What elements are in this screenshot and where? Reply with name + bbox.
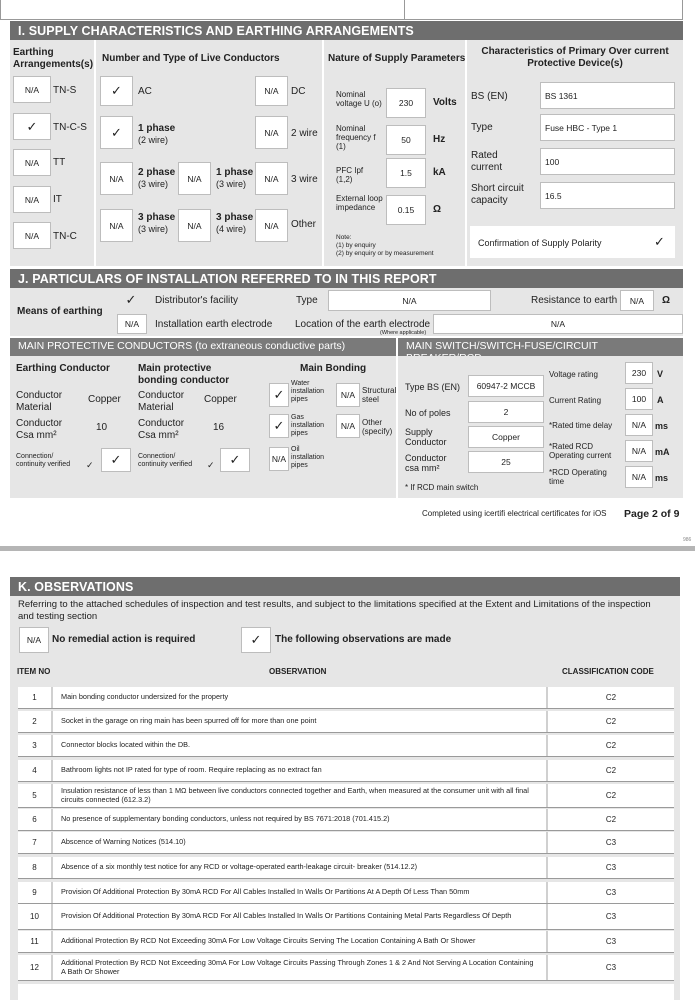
distributor-label: Distributor's facility <box>155 295 239 306</box>
observation-text: Provision Of Additional Protection By 30mA RCD For All Cables Installed In Walls Or Partitions Containing Metal Parts Regardless Of Depth <box>61 911 512 921</box>
three-phase-4w-sub: (4 wire) <box>216 224 247 234</box>
other-value[interactable]: N/A <box>255 209 288 242</box>
observation-row <box>18 857 674 879</box>
section-i-title: I. SUPPLY CHARACTERISTICS AND EARTHING ARRANGEMENTS <box>10 21 683 40</box>
poles-value[interactable]: 2 <box>468 401 544 423</box>
bond-material-value: Copper <box>204 394 237 405</box>
current-rating-label: Current Rating <box>549 396 602 405</box>
observation-text: No presence of supplementary bonding conductors, unless not required by BS 7671:2018 (701.415.2) <box>61 814 390 824</box>
csa-label: Conductor Csa mm² <box>16 418 63 441</box>
two-phase-value[interactable]: N/A <box>100 162 133 195</box>
pfc-value[interactable]: 1.5 <box>386 158 426 188</box>
observation-item-no: 7 <box>18 832 53 853</box>
other-bond-value[interactable]: N/A <box>336 414 360 438</box>
earthing-it-value[interactable]: N/A <box>13 186 51 213</box>
two-phase-sub: (3 wire) <box>138 179 169 189</box>
observation-code: C2 <box>546 711 674 732</box>
oil-value[interactable]: N/A <box>269 447 289 471</box>
earthing-conductor-heading: Earthing Conductor <box>16 363 110 374</box>
rated-current-value[interactable]: 100 <box>540 148 675 175</box>
bs-en-value[interactable]: BS 1361 <box>540 82 675 109</box>
observation-item-no: 3 <box>18 735 53 756</box>
resistance-value[interactable]: N/A <box>620 290 654 311</box>
short-circuit-value[interactable]: 16.5 <box>540 182 675 209</box>
nominal-voltage-value[interactable]: 230 <box>386 88 426 118</box>
earthing-tncs-label: TN-C-S <box>53 122 87 133</box>
observation-row <box>18 955 674 981</box>
top-strip-divider <box>404 0 405 20</box>
observation-item-no: 6 <box>18 809 53 830</box>
nominal-frequency-label: Nominal frequency f (1) <box>336 124 376 152</box>
observation-item-no: 12 <box>18 955 53 980</box>
voltage-rating-label: Voltage rating <box>549 370 598 379</box>
ac-label: AC <box>138 86 152 97</box>
observation-item-no: 10 <box>18 904 53 929</box>
three-phase-4w-value[interactable]: N/A <box>178 209 211 242</box>
observation-row <box>18 760 674 782</box>
observation-row <box>18 904 674 930</box>
conductor-material-label: Conductor Material <box>16 390 63 413</box>
distributor-value[interactable]: ✓ <box>125 292 137 307</box>
observation-text: Connector blocks located within the DB. <box>61 740 190 750</box>
three-wire-value[interactable]: N/A <box>255 162 288 195</box>
char-heading: Characteristics of Primary Over current Protective Device(s) <box>481 46 669 69</box>
observation-item-no: 9 <box>18 882 53 903</box>
observation-code: C3 <box>546 882 674 903</box>
observation-code: C3 <box>546 931 674 952</box>
one-phase-3w-value[interactable]: N/A <box>178 162 211 195</box>
three-phase-4w-label: 3 phase <box>216 212 254 223</box>
type-label: Type <box>471 122 493 133</box>
means-of-earthing-label: Means of earthing <box>17 306 103 317</box>
observation-row <box>18 687 674 709</box>
conductor-material-value: Copper <box>88 394 121 405</box>
observation-code: C3 <box>546 832 674 853</box>
rcd-time-value[interactable]: N/A <box>625 466 653 488</box>
observation-code: C2 <box>546 784 674 807</box>
observation-item-no: 4 <box>18 760 53 781</box>
no-remedial-label: No remedial action is required <box>52 634 196 645</box>
location-label: Location of the earth electrode <box>295 319 431 330</box>
type-bs-value[interactable]: 60947-2 MCCB <box>468 375 544 397</box>
dc-value[interactable]: N/A <box>255 76 288 106</box>
bond-continuity-tick-inline: ✓ <box>207 460 215 470</box>
observation-text: Provision Of Additional Protection By 30mA RCD For All Cables Installed In Walls Or Partitions At A Depth Of Less Than 50mm <box>61 887 470 897</box>
rated-current-label: Rated current <box>471 150 503 173</box>
observation-item-no: 8 <box>18 857 53 878</box>
supply-note: Note: (1) by enquiry (2) by enquiry or by measurement <box>336 234 434 257</box>
live-heading: Number and Type of Live Conductors <box>102 53 280 64</box>
mpbc-heading: Main protective bonding conductor <box>138 363 230 386</box>
conductor-csa-label: Conductor csa mm² <box>405 453 447 474</box>
page-number: Page 2 of 9 <box>624 508 680 520</box>
observation-code: C2 <box>546 760 674 781</box>
time-delay-label: *Rated time delay <box>549 421 613 430</box>
csa-value: 10 <box>96 422 108 433</box>
observation-item-no: 1 <box>18 687 53 708</box>
ac-value[interactable]: ✓ <box>100 76 133 106</box>
gas-label: Gas installation pipes <box>291 414 325 438</box>
top-strip <box>0 0 683 20</box>
col-item-no: ITEM NO <box>17 667 51 676</box>
earthing-tnc-value[interactable]: N/A <box>13 222 51 249</box>
earthing-tt-value[interactable]: N/A <box>13 149 51 176</box>
earthing-it-label: IT <box>53 194 62 205</box>
observation-text: Insulation resistance of less than 1 MΩ between live conductors connected together and Earth, when measured at the consumer unit with all final circuits connected (612.3.2) <box>61 785 529 804</box>
pfc-label: PFC Ipf (1,2) <box>336 166 364 185</box>
type-value[interactable]: Fuse HBC - Type 1 <box>540 114 675 141</box>
nominal-voltage-unit: Volts <box>433 97 457 108</box>
gas-value[interactable]: ✓ <box>269 414 289 438</box>
main-switch-title: MAIN SWITCH/SWITCH-FUSE/CIRCUIT <box>398 338 683 356</box>
short-circuit-label: Short circuit capacity <box>471 183 524 206</box>
observation-row <box>18 784 674 808</box>
conductor-csa-value[interactable]: 25 <box>468 451 544 473</box>
rcd-current-value[interactable]: N/A <box>625 440 653 462</box>
one-phase-label: 1 phase <box>138 123 176 134</box>
location-value[interactable]: N/A <box>433 314 683 334</box>
section-j-title: J. PARTICULARS OF INSTALLATION REFERRED TO IN THIS REPORT <box>10 269 683 288</box>
main-bonding-heading: Main Bonding <box>300 363 367 374</box>
nominal-voltage-label: Nominal voltage U (o) <box>336 90 382 109</box>
time-delay-value[interactable]: N/A <box>625 414 653 436</box>
observation-text: Socket in the garage on ring main has been spurred off for more than one point <box>61 716 317 726</box>
two-wire-label: 2 wire <box>291 128 318 139</box>
page-ref: 986 <box>683 537 692 543</box>
no-remedial-value[interactable]: N/A <box>19 627 49 653</box>
three-phase-value[interactable]: N/A <box>100 209 133 242</box>
nature-heading: Nature of Supply Parameters <box>328 53 466 64</box>
observation-code: C3 <box>546 904 674 929</box>
observation-text: Additional Protection By RCD Not Exceeding 30mA For Low Voltage Circuits Serving The Location Containing A Bath Or Shower <box>61 936 476 946</box>
rcd-time-label: *RCD Operating time <box>549 468 607 487</box>
one-phase-sub: (2 wire) <box>138 135 169 145</box>
rcd-current-unit: mA <box>655 447 670 457</box>
divider <box>465 40 467 266</box>
polarity-label: Confirmation of Supply Polarity <box>478 238 602 248</box>
observation-code: C2 <box>546 687 674 708</box>
mpc-title: MAIN PROTECTIVE CONDUCTORS (to extraneous conductive parts) <box>10 338 396 356</box>
observation-text: Main bonding conductor undersized for the property <box>61 692 229 702</box>
if-rcd-note: * If RCD main switch <box>405 483 479 492</box>
observations-made-value[interactable]: ✓ <box>241 627 271 653</box>
bs-en-label: BS (EN) <box>471 91 508 102</box>
observation-row <box>18 735 674 757</box>
resistance-unit: Ω <box>662 295 671 306</box>
dc-label: DC <box>291 86 306 97</box>
observation-code: C2 <box>546 809 674 830</box>
pfc-unit: kA <box>433 167 446 178</box>
installation-electrode-value[interactable]: N/A <box>117 314 147 334</box>
observation-text: Absence of a six monthly test notice for any RCD or voltage-operated earth-leakage circuit- breaker (514.12.2) <box>61 862 418 872</box>
observation-item-no: 2 <box>18 711 53 732</box>
earthing-tncs-value[interactable]: ✓ <box>13 113 51 140</box>
nominal-frequency-value[interactable]: 50 <box>386 125 426 155</box>
page-divider <box>0 546 695 551</box>
poles-label: No of poles <box>405 408 451 418</box>
current-rating-unit: A <box>657 395 664 405</box>
nominal-frequency-unit: Hz <box>433 134 446 145</box>
three-phase-label: 3 phase <box>138 212 176 223</box>
col-observation: OBSERVATION <box>269 667 327 676</box>
observation-text: Bathroom lights not IP rated for type of room. Require replacing as no extract fan <box>61 765 322 775</box>
supply-conductor-value[interactable]: Copper <box>468 426 544 448</box>
ze-label: External loop impedance <box>336 194 383 213</box>
observation-row <box>18 882 674 904</box>
ze-unit: Ω <box>433 204 442 215</box>
ze-value[interactable]: 0.15 <box>386 195 426 225</box>
voltage-rating-value[interactable]: 230 <box>625 362 653 384</box>
earthing-tt-label: TT <box>53 157 66 168</box>
continuity-tick-inline: ✓ <box>86 460 94 470</box>
bond-csa-label: Conductor Csa mm² <box>138 418 185 441</box>
rcd-time-unit: ms <box>655 473 669 483</box>
observation-code: C3 <box>546 857 674 878</box>
observation-code: C2 <box>546 735 674 756</box>
observation-text: Additional Protection By RCD Not Exceeding 30mA For Low Voltage Circuits Passing Through Zones 1 & 2 And Not Serving A Location Containing A Bath Or Shower <box>61 957 534 976</box>
bond-continuity-value[interactable]: ✓ <box>220 448 250 472</box>
two-phase-label: 2 phase <box>138 167 176 178</box>
bond-csa-value: 16 <box>213 422 225 433</box>
bond-material-label: Conductor Material <box>138 390 185 413</box>
observation-row <box>18 809 674 831</box>
supply-conductor-label: Supply Conductor <box>405 427 447 448</box>
type-label-j: Type <box>296 295 318 306</box>
continuity-label: Connection/ continuity verified <box>16 453 71 469</box>
two-wire-value[interactable]: N/A <box>255 116 288 149</box>
water-value[interactable]: ✓ <box>269 383 289 407</box>
col-classification: CLASSIFICATION CODE <box>562 667 654 676</box>
completed-note: Completed using icertifi electrical certificates for iOS <box>422 509 607 518</box>
structural-label: Structural steel <box>362 386 397 405</box>
structural-value[interactable]: N/A <box>336 383 360 407</box>
observation-text: Abscence of Warning Notices (514.10) <box>61 837 186 847</box>
voltage-rating-unit: V <box>657 369 664 379</box>
time-delay-unit: ms <box>655 421 669 431</box>
one-phase-3w-label: 1 phase <box>216 167 254 178</box>
observation-row <box>18 711 674 733</box>
oil-label: Oil installation pipes <box>291 446 325 470</box>
k-intro: Referring to the attached schedules of inspection and test results, and subject to the limitations specified at the Extent and Limitations of the inspection and testing section <box>18 599 651 623</box>
observations-made-label: The following observations are made <box>275 634 452 645</box>
observation-item-no: 5 <box>18 784 53 807</box>
observation-row <box>18 984 674 1000</box>
observation-code: C3 <box>546 955 674 980</box>
resistance-label: Resistance to earth <box>531 295 618 306</box>
polarity-value[interactable]: ✓ <box>654 234 665 249</box>
one-phase-value[interactable]: ✓ <box>100 116 133 149</box>
earthing-tns-value[interactable]: N/A <box>13 76 51 103</box>
location-sub: (Where applicable) <box>380 330 427 336</box>
divider <box>322 40 324 266</box>
type-value-j[interactable]: N/A <box>328 290 491 311</box>
continuity-value[interactable]: ✓ <box>101 448 131 472</box>
current-rating-value[interactable]: 100 <box>625 388 653 410</box>
observation-row <box>18 832 674 854</box>
earthing-heading: Earthing Arrangements(s) <box>13 47 94 70</box>
type-bs-label: Type BS (EN) <box>405 382 461 392</box>
water-label: Water installation pipes <box>291 380 325 404</box>
three-wire-label: 3 wire <box>291 174 318 185</box>
observation-item-no: 11 <box>18 931 53 952</box>
other-bond-label: Other (specify) <box>362 418 393 437</box>
divider <box>94 40 96 266</box>
other-label: Other <box>291 219 317 230</box>
installation-electrode-label: Installation earth electrode <box>155 319 273 330</box>
three-phase-sub: (3 wire) <box>138 224 169 234</box>
observation-row <box>18 931 674 953</box>
earthing-tnc-label: TN-C <box>53 231 77 242</box>
section-k-title: K. OBSERVATIONS <box>10 577 680 596</box>
bond-continuity-label: Connection/ continuity verified <box>138 453 193 469</box>
earthing-tns-label: TN-S <box>53 85 77 96</box>
one-phase-3w-sub: (3 wire) <box>216 179 247 189</box>
rcd-current-label: *Rated RCD Operating current <box>549 442 612 461</box>
